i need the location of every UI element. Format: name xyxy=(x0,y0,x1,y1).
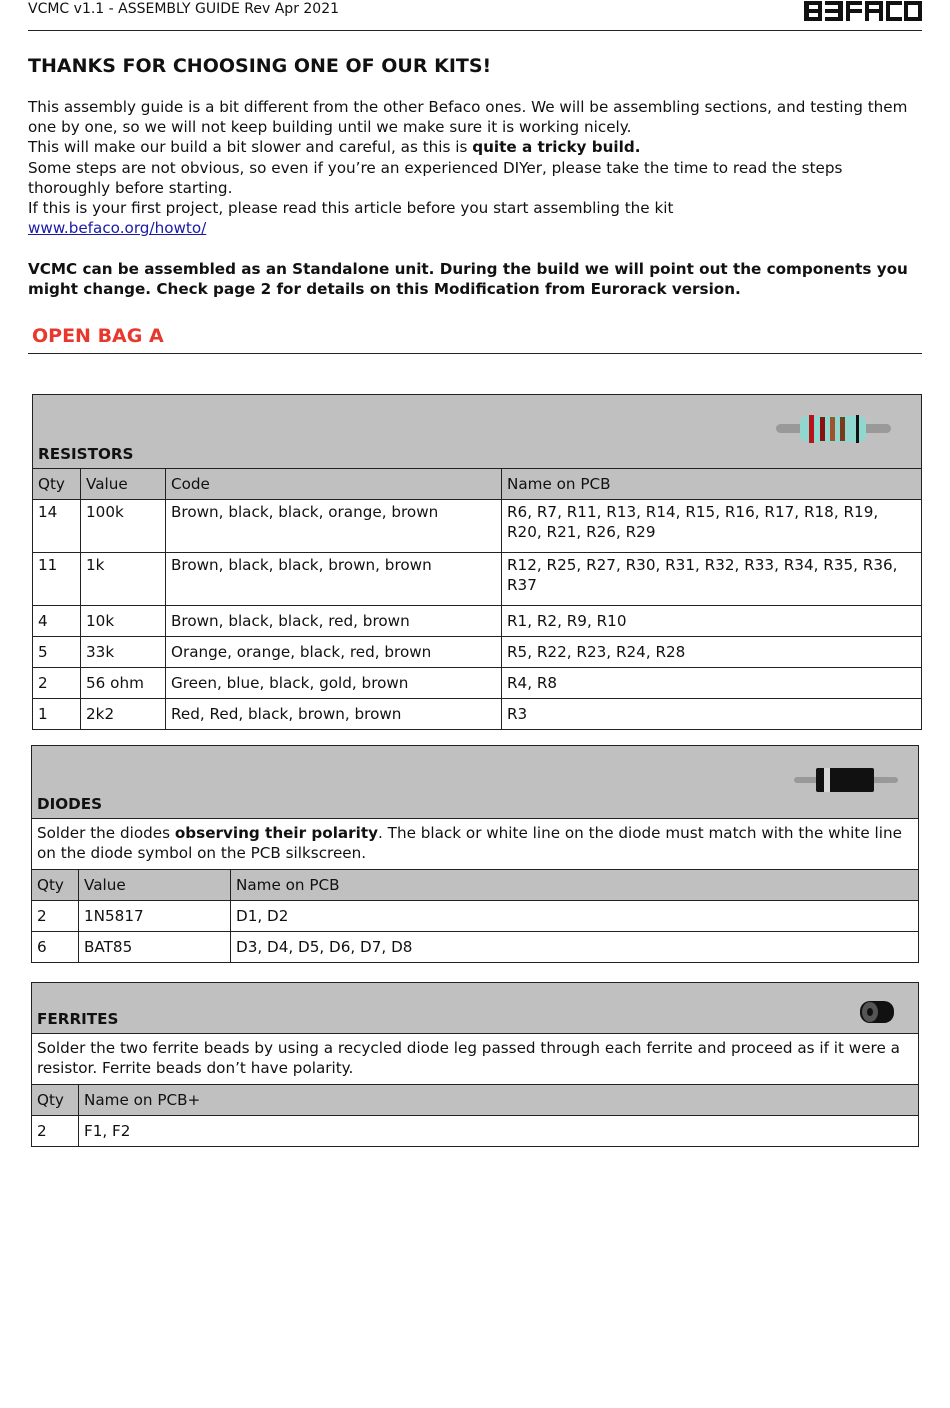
table-row xyxy=(32,1116,919,1147)
table-row xyxy=(33,668,922,699)
howto-link[interactable]: www.befaco.org/howto/ xyxy=(28,219,207,238)
intro-paragraph-2 xyxy=(28,137,923,157)
diodes-description xyxy=(32,819,919,870)
ferrites-table xyxy=(31,982,919,1147)
code-cell: Brown, black, black, orange, brown xyxy=(166,500,502,553)
value-cell: 33k xyxy=(81,637,166,668)
pcb-name-cell: D3, D4, D5, D6, D7, D8 xyxy=(231,932,919,963)
column-header: Qty xyxy=(32,1085,79,1116)
diodes-title: DIODES xyxy=(37,795,103,813)
qty-cell: 4 xyxy=(33,606,81,637)
resistors-column-headers xyxy=(33,469,922,500)
page-header xyxy=(28,0,922,31)
column-header: Name on PCB+ xyxy=(79,1085,919,1116)
table-row xyxy=(33,500,922,553)
table-row xyxy=(33,553,922,606)
intro-link-line xyxy=(28,218,923,238)
resistors-section-header xyxy=(33,395,922,469)
resistors-title: RESISTORS xyxy=(38,445,134,463)
bag-label: OPEN BAG A xyxy=(32,325,164,347)
pcb-name-cell: R6, R7, R11, R13, R14, R15, R16, R17, R18, R19, R20, R21, R26, R29 xyxy=(502,500,922,553)
intro-paragraph-3: Some steps are not obvious, so even if you’re an experienced DIYer, please take the time to read the steps thoroughly before starting. xyxy=(28,158,843,197)
column-header: Name on PCB xyxy=(231,870,919,901)
code-cell: Brown, black, black, brown, brown xyxy=(166,553,502,606)
bag-section-header xyxy=(28,324,922,354)
ferrites-title: FERRITES xyxy=(37,1010,119,1028)
page-heading: THANKS FOR CHOOSING ONE OF OUR KITS! xyxy=(28,55,492,77)
document-title: VCMC v1.1 - ASSEMBLY GUIDE Rev Apr 2021 xyxy=(28,1,340,17)
qty-cell: 2 xyxy=(32,901,79,932)
diodes-table xyxy=(31,745,919,963)
column-header: Value xyxy=(79,870,231,901)
diodes-column-headers xyxy=(32,870,919,901)
code-cell: Brown, black, black, red, brown xyxy=(166,606,502,637)
pcb-name-cell: R5, R22, R23, R24, R28 xyxy=(502,637,922,668)
intro-paragraph-1: This assembly guide is a bit different from the other Befaco ones. We will be assembling sections, and testing them one by one, so we will not keep building until we make sure it is working nicely. xyxy=(28,98,908,137)
value-cell: 2k2 xyxy=(81,699,166,730)
column-header: Value xyxy=(81,469,166,500)
resistors-table xyxy=(32,394,922,730)
intro-paragraph-2-text: This will make our build a bit slower and careful, as this is xyxy=(28,138,473,157)
qty-cell: 1 xyxy=(33,699,81,730)
ferrite-icon xyxy=(858,999,896,1030)
pcb-name-cell: R1, R2, R9, R10 xyxy=(502,606,922,637)
intro-text xyxy=(28,97,923,238)
code-cell: Orange, orange, black, red, brown xyxy=(166,637,502,668)
code-cell: Green, blue, black, gold, brown xyxy=(166,668,502,699)
standalone-note: VCMC can be assembled as an Standalone unit. During the build we will point out the components you might change. Check page 2 for details on this Modification from Eurorack version. xyxy=(28,260,908,299)
qty-cell: 2 xyxy=(32,1116,79,1147)
pcb-name-cell: R4, R8 xyxy=(502,668,922,699)
qty-cell: 11 xyxy=(33,553,81,606)
diodes-description-text: Solder the diodes xyxy=(37,824,175,842)
polarity-emphasis: observing their polarity xyxy=(174,824,379,842)
qty-cell: 2 xyxy=(33,668,81,699)
ferrites-column-headers xyxy=(32,1085,919,1116)
qty-cell: 5 xyxy=(33,637,81,668)
pcb-name-cell: R3 xyxy=(502,699,922,730)
diodes-section-header xyxy=(32,746,919,819)
table-row xyxy=(32,932,919,963)
ferrites-description-row xyxy=(32,1034,919,1085)
qty-cell: 6 xyxy=(32,932,79,963)
table-row xyxy=(33,606,922,637)
befaco-logo xyxy=(804,0,922,26)
diode-icon xyxy=(794,766,898,799)
table-row xyxy=(32,901,919,932)
column-header: Qty xyxy=(32,870,79,901)
value-cell: 1k xyxy=(81,553,166,606)
tricky-build-emphasis: quite a tricky build. xyxy=(472,138,641,157)
diodes-description-text-end: . The black or white line on the diode must match with the white line on the diode symbol on the PCB silkscreen. xyxy=(37,824,902,862)
table-row xyxy=(33,699,922,730)
value-cell: 10k xyxy=(81,606,166,637)
value-cell: 56 ohm xyxy=(81,668,166,699)
column-header: Qty xyxy=(33,469,81,500)
value-cell: 100k xyxy=(81,500,166,553)
value-cell: BAT85 xyxy=(79,932,231,963)
pcb-name-cell: R12, R25, R27, R30, R31, R32, R33, R34, R35, R36, R37 xyxy=(502,553,922,606)
qty-cell: 14 xyxy=(33,500,81,553)
table-row xyxy=(33,637,922,668)
pcb-name-cell: F1, F2 xyxy=(79,1116,919,1147)
column-header: Code xyxy=(166,469,502,500)
intro-paragraph-4: If this is your first project, please read this article before you start assembling the kit xyxy=(28,199,674,218)
column-header: Name on PCB xyxy=(502,469,922,500)
ferrites-section-header xyxy=(32,983,919,1034)
value-cell: 1N5817 xyxy=(79,901,231,932)
code-cell: Red, Red, black, brown, brown xyxy=(166,699,502,730)
diodes-description-row xyxy=(32,819,919,870)
resistor-icon xyxy=(776,411,891,450)
ferrites-description: Solder the two ferrite beads by using a recycled diode leg passed through each ferrite and proceed as if it were a resistor. Ferrite beads don’t have polarity. xyxy=(32,1034,919,1085)
pcb-name-cell: D1, D2 xyxy=(231,901,919,932)
